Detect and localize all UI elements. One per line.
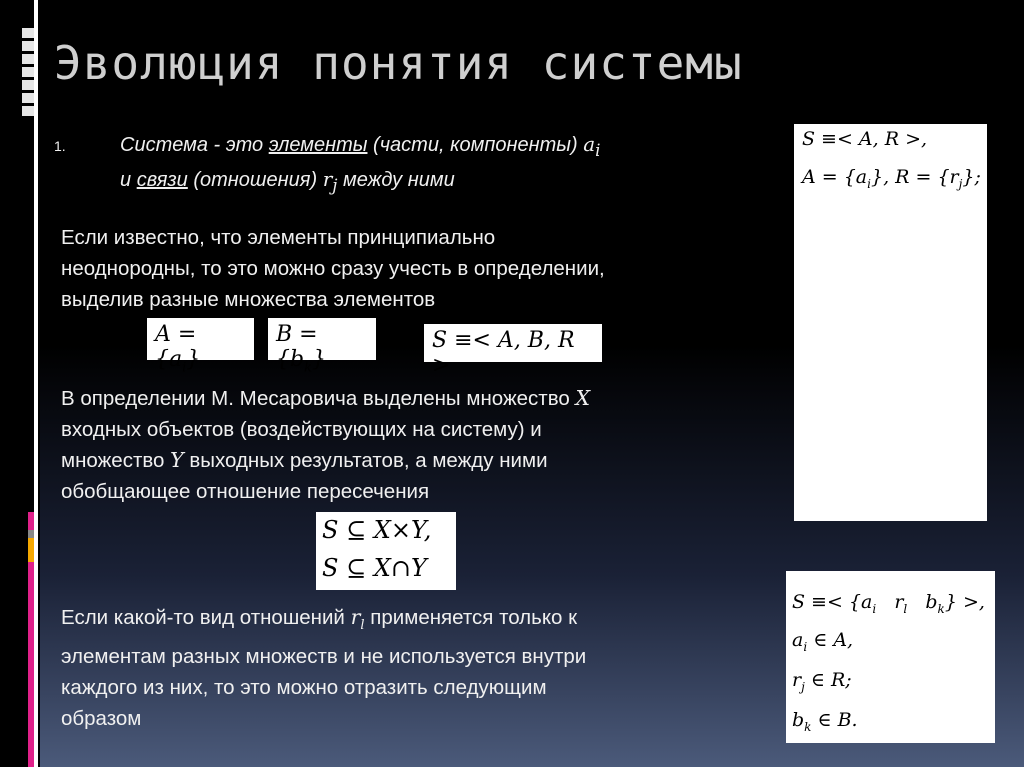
list-number: 1. (54, 138, 66, 154)
formula-system-abr: S ≡< A, B, R > (424, 324, 602, 362)
elements-word: элементы (268, 134, 368, 156)
formula-system-relations: $S \equiv< \{a_i$ $r_l$ $b_k$} >, $a_i$ ∈ A, $r_j$ ∈ R; $b_k$ ∈ B. (786, 571, 995, 743)
formula-set-b: $B = \{b_k\}$ (268, 318, 376, 360)
left-white-line (34, 0, 38, 767)
formula-set-a: $A = \{a_i\}$ (147, 318, 254, 360)
list-item-text: Система - это элементы (части, компоненты) $a_i$ и связи (отношения) $r_j$ между ними (120, 132, 601, 195)
links-word: связи (136, 169, 188, 191)
paragraph-3: Если какой-то вид отношений $r_l$ применяется только к элементам разных множеств и не используется внутри каждого из них, то это можно отразить следующим образом (61, 605, 587, 731)
paragraph-2: В определении М. Месаровича выделены множество X входных объектов (воздействующих на систему) и множество Y выходных результатов, а между ними обобщающее отношение пересечения (61, 386, 591, 503)
slide-title: Эволюция понятия системы (54, 36, 743, 90)
paragraph-1: Если известно, что элементы принципиально неоднородны, то это можно сразу учесть в определении, выделив разные множества элементов (61, 226, 605, 311)
formula-system-ar: S ≡< A, R >, $A = \{a_i\}$, $R = \{r_j\}$; (794, 124, 987, 521)
left-decor-strip (0, 0, 40, 767)
formula-sxy: S ⊆ X×Y, S ⊆ X∩Y (316, 512, 456, 590)
